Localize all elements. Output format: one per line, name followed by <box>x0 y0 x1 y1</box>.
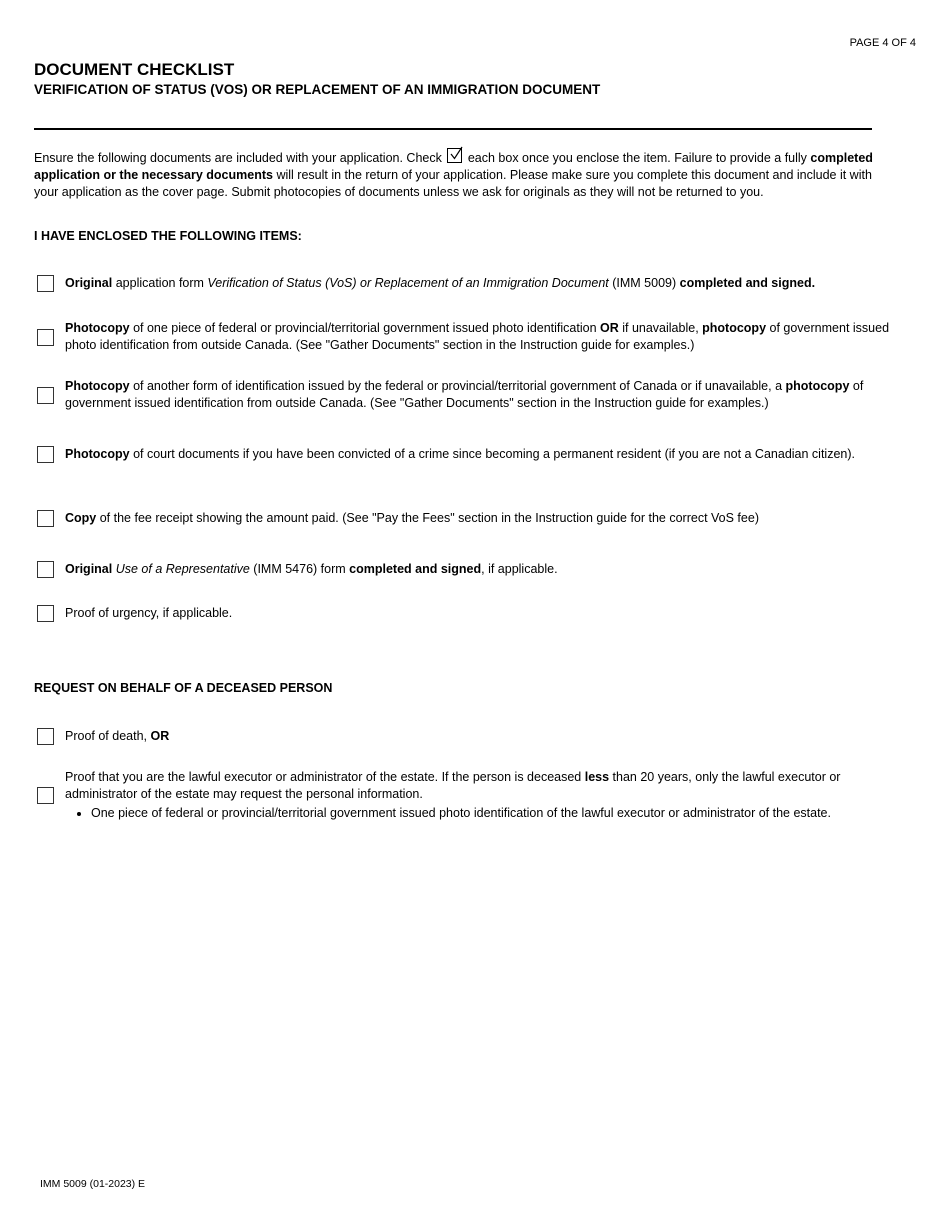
checkbox[interactable] <box>37 446 54 463</box>
intro-paragraph <box>34 148 879 201</box>
enclosed-heading: I HAVE ENCLOSED THE FOLLOWING ITEMS: <box>34 229 302 243</box>
bullet-list <box>65 805 905 822</box>
checklist-item-text: Copy of the fee receipt showing the amount paid. (See "Pay the Fees" section in the Instruction guide for the correct VoS fee) <box>65 511 759 525</box>
checklist-item-fee-receipt <box>37 510 905 527</box>
intro-text-1: Ensure the following documents are included with your application. Check <box>34 151 442 165</box>
checklist-item-application-form <box>37 275 905 292</box>
checkbox[interactable] <box>37 329 54 346</box>
checklist-item-executor-proof <box>37 769 905 822</box>
checkbox[interactable] <box>37 787 54 804</box>
page-indicator: PAGE 4 OF 4 <box>849 37 916 49</box>
checklist-item-proof-of-death <box>37 728 905 745</box>
checklist-item-proof-of-urgency <box>37 605 905 622</box>
checklist-item-court-documents <box>37 446 905 463</box>
bullet-item: • One piece of federal or provincial/territorial government issued photo identification of the lawful executor or administrator of the estate. <box>91 805 905 822</box>
intro-text-bold: completed application or the necessary documents <box>34 151 873 182</box>
checklist-item-text: Proof that you are the lawful executor or administrator of the estate. If the person is deceased less than 20 years, only the lawful executor or administrator of the estate may request the personal information. • One piece of federal or provincial/territorial government issued photo identification of the lawful executor or administrator of the estate. <box>65 769 905 822</box>
form-code: IMM 5009 (01-2023) E <box>40 1178 146 1190</box>
checkbox[interactable] <box>37 387 54 404</box>
checkbox[interactable] <box>37 275 54 292</box>
checklist-item-text: Original Use of a Representative (IMM 5476) form completed and signed, if applicable. <box>65 562 558 576</box>
checkbox[interactable] <box>37 728 54 745</box>
checklist-item-text: Photocopy of another form of identification issued by the federal or provincial/territorial government of Canada or if unavailable, a photocopy of government issued identification from outside Canada. (See "Gather Documents" section in the Instruction guide for examples.) <box>65 379 864 410</box>
intro-text-2: each box once you enclose the item. Failure to provide a fully <box>467 151 807 165</box>
header-divider <box>34 128 872 130</box>
intro-text-3: will result in the return of your application. Please make sure you complete this document and include it with your application as the cover page. Submit photocopies of documents unless we ask for originals as they will not be returned to you. <box>34 168 872 199</box>
checkbox[interactable] <box>37 561 54 578</box>
checkmark-icon <box>447 148 462 163</box>
page-title: DOCUMENT CHECKLIST <box>34 60 235 79</box>
checkbox[interactable] <box>37 510 54 527</box>
deceased-heading: REQUEST ON BEHALF OF A DECEASED PERSON <box>34 681 333 695</box>
checklist-item-photo-id <box>37 320 905 354</box>
checklist-item-text: Proof of urgency, if applicable. <box>65 606 233 620</box>
checklist-item-second-id <box>37 378 905 412</box>
page-subtitle: VERIFICATION OF STATUS (VOS) OR REPLACEMENT OF AN IMMIGRATION DOCUMENT <box>34 82 601 97</box>
checkbox[interactable] <box>37 605 54 622</box>
checklist-item-text: Photocopy of one piece of federal or provincial/territorial government issued photo identification OR if unavailable, photocopy of government issued photo identification from outside Canada. (See "Gather Documents" section in the Instruction guide for examples.) <box>65 321 890 352</box>
checklist-item-representative-form <box>37 561 905 578</box>
checklist-item-text: Proof of death, OR <box>65 729 170 743</box>
checklist-item-text: Photocopy of court documents if you have been convicted of a crime since becoming a permanent resident (if you are not a Canadian citizen). <box>65 447 855 461</box>
checklist-item-text: Original application form Verification of Status (VoS) or Replacement of an Immigration Document (IMM 5009) completed and signed. <box>65 276 816 290</box>
